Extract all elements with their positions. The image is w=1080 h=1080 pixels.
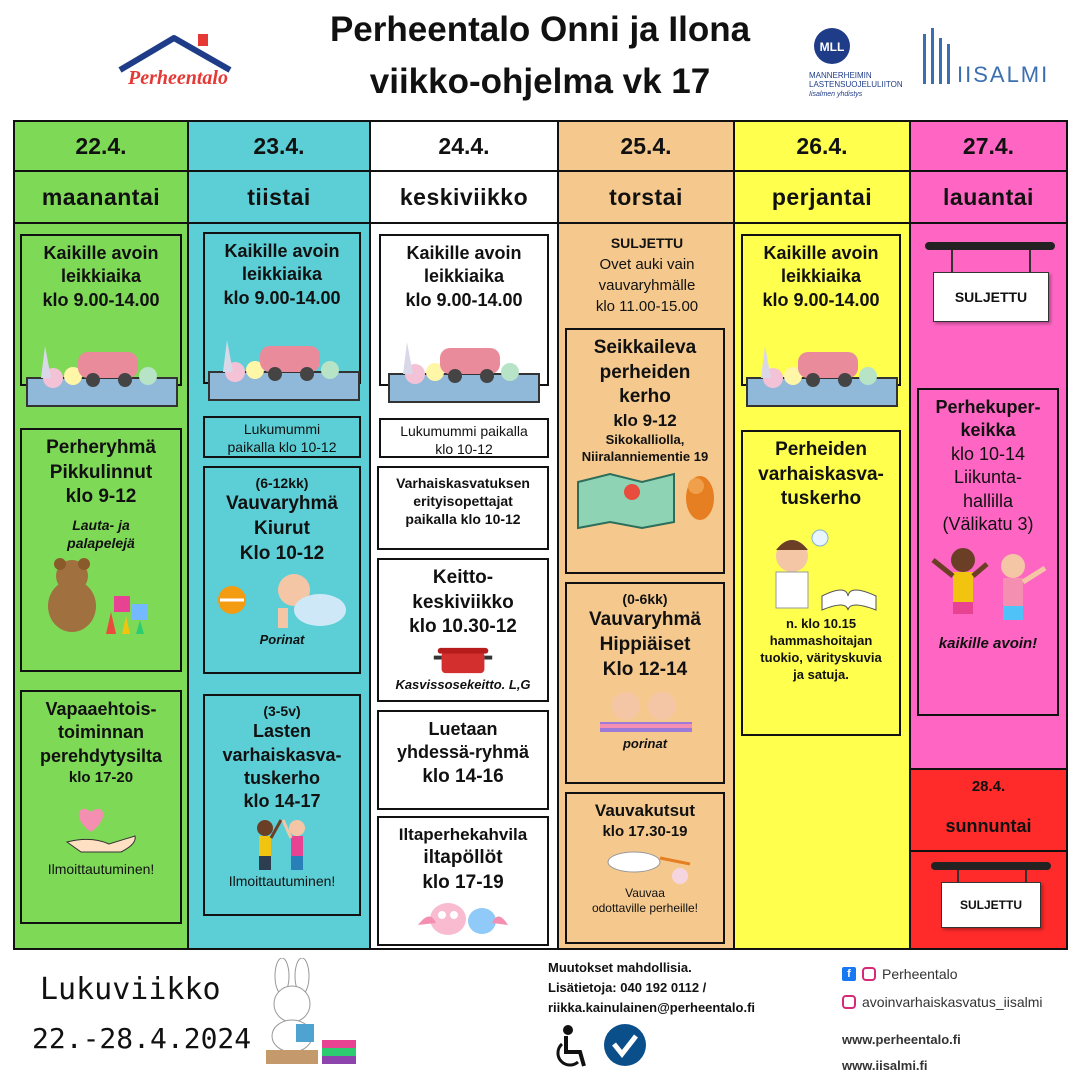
monday-volunteer-evening (20, 690, 182, 924)
saturday-closed-sign: SULJETTU (933, 272, 1049, 322)
wednesday-reading-grandma (379, 418, 549, 458)
column-saturday (911, 122, 1066, 948)
open-play-line1: Kaikille avoin (763, 243, 879, 263)
reading-group-line1: Luetaan (428, 719, 498, 739)
baby-group-time: Klo 10-12 (239, 542, 325, 564)
baby-shower-note2: odottaville perheille! (591, 901, 699, 916)
toy-box-illustration (743, 334, 903, 413)
toy-box-illustration (23, 334, 183, 413)
open-play-line2: leikkiaika (241, 264, 323, 285)
thursday-closed-note1: Ovet auki vain (599, 255, 695, 273)
bunny-reading-icon (252, 958, 362, 1073)
soup-line1: Keitto- (432, 567, 494, 588)
baby-group-note: Porinat (259, 632, 305, 648)
sign-string (951, 250, 953, 272)
family-group-time: klo 9-12 (65, 486, 137, 508)
special-teachers-line1: Varhaiskasvatuksen (396, 475, 530, 491)
volunteer-line2: toiminnan (58, 722, 144, 743)
open-play-line2: leikkiaika (60, 266, 142, 287)
family-group-note2: palapelejä (67, 535, 135, 552)
wednesday-date: 24.4. (371, 122, 557, 172)
baby-shower-time: klo 17.30-19 (602, 823, 688, 841)
dentist-book-icon (756, 526, 886, 616)
thursday-name: torstai (559, 172, 733, 224)
tuesday-reading-grandma (203, 416, 361, 458)
thursday-closed-note2: vauvaryhmälle (598, 276, 696, 294)
friday-club-note1: n. klo 10.15 (785, 616, 857, 632)
tuesday-kids-club (203, 694, 361, 916)
tuesday-date: 23.4. (189, 122, 369, 172)
monday-name: maanantai (15, 172, 187, 224)
soup-line2: keskiviikko (412, 591, 514, 613)
family-gig-place3: (Välikatu 3) (942, 513, 1034, 534)
soup-pot-icon (431, 642, 495, 677)
volunteer-time: klo 17-20 (68, 769, 134, 787)
week-schedule-grid (13, 120, 1068, 950)
kids-club-title1: Lasten (252, 721, 312, 742)
kids-high-five-icon (247, 816, 317, 872)
open-play-line3: klo 9.00-14.00 (762, 289, 880, 310)
social-instagram[interactable] (842, 994, 1043, 1010)
wednesday-evening-cafe (377, 816, 549, 946)
mll-logo (805, 24, 905, 114)
sunday-section (911, 768, 1066, 948)
soup-time: klo 10.30-12 (409, 616, 517, 638)
badge-icon (602, 1022, 648, 1073)
special-teachers-line3: paikalla klo 10-12 (405, 511, 521, 528)
contact-email[interactable]: riikka.kainulainen@perheentalo.fi (548, 1000, 756, 1016)
wednesday-special-teachers (377, 466, 549, 550)
adventure-place2: Niiralanniementie 19 (581, 449, 709, 465)
map-squirrel-icon (570, 468, 720, 530)
thursday-closed-info (559, 234, 735, 317)
friday-date: 26.4. (735, 122, 909, 172)
mll-logo-text3: Iisalmen yhdistys (809, 91, 863, 98)
perheentalo-logo-text: Perheentalo (128, 67, 228, 89)
sunday-name: sunnuntai (945, 816, 1032, 836)
mll-logo-text2: LASTENSUOJELULIITON (809, 80, 903, 89)
website-perheentalo[interactable]: www.perheentalo.fi (842, 1032, 961, 1047)
thursday-closed-title: SULJETTU (610, 235, 684, 251)
wednesday-soup (377, 558, 549, 702)
baby-group-note: porinat (622, 736, 668, 752)
kids-club-title2: varhaiskasva- (222, 744, 342, 765)
thursday-closed-note3: klo 11.00-15.00 (595, 297, 699, 315)
baby-group-title1: Vauvaryhmä (589, 609, 701, 631)
open-play-line1: Kaikille avoin (224, 241, 340, 261)
sunday-closed-sign: SULJETTU (941, 882, 1041, 928)
friday-club-line1: Perheiden (775, 439, 867, 460)
column-monday (15, 122, 189, 948)
baby-group-age: (0-6kk) (622, 591, 668, 607)
reading-week-title: Lukuviikko (40, 972, 221, 1007)
facebook-icon: f (842, 967, 856, 981)
open-play-line2: leikkiaika (423, 266, 505, 287)
friday-club-note3: tuokio, värityskuvia (760, 649, 882, 665)
contact-info (548, 958, 808, 1018)
hanging-sign-bar (931, 862, 1051, 870)
baby-shower-title: Vauvakutsut (594, 801, 696, 820)
kids-club-time: klo 14-17 (243, 791, 321, 812)
website-iisalmi[interactable]: www.iisalmi.fi (842, 1058, 928, 1073)
column-thursday (559, 122, 735, 948)
baby-group-title2: Hippiäiset (599, 633, 691, 655)
open-play-line1: Kaikille avoin (406, 243, 522, 263)
open-play-line3: klo 9.00-14.00 (405, 289, 523, 310)
volunteer-line1: Vapaaehtois- (45, 699, 157, 719)
evening-cafe-line1: Iltaperhekahvila (398, 825, 528, 844)
saturday-family-gig (917, 388, 1059, 716)
family-gig-line1: Perhekuper- (935, 397, 1041, 417)
kids-club-title3: tuskerho (243, 767, 321, 788)
thursday-adventure-club (565, 328, 725, 574)
hanging-sign-bar (925, 242, 1055, 250)
social-facebook[interactable] (842, 966, 958, 982)
friday-club-line2: varhaiskasva- (758, 463, 884, 485)
friday-club-note2: hammashoitajan (769, 632, 873, 648)
open-play-line3: klo 9.00-14.00 (223, 287, 341, 308)
changes-note: Muutokset mahdollisia. (548, 960, 692, 975)
family-gig-note: kaikille avoin! (938, 635, 1038, 653)
social-instagram-label: avoinvarhaiskasvatus_iisalmi (862, 994, 1043, 1010)
reading-group-line2: yhdessä-ryhmä (396, 742, 530, 763)
evening-cafe-time: klo 17-19 (422, 871, 504, 893)
social-facebook-label: Perheentalo (882, 966, 958, 982)
open-play-line2: leikkiaika (780, 266, 862, 287)
babies-icon (590, 684, 700, 736)
tuesday-name: tiistai (189, 172, 369, 224)
sign-string (1029, 250, 1031, 272)
toy-box-illustration (385, 330, 545, 409)
friday-early-education-club (741, 430, 901, 736)
special-teachers-line2: erityisopettajat (413, 493, 513, 510)
baby-group-title2: Kiurut (254, 517, 310, 539)
perheentalo-logo (112, 30, 244, 100)
adventure-line3: kerho (619, 386, 671, 408)
family-group-title1: Perheryhmä (46, 437, 156, 458)
monday-date: 22.4. (15, 122, 187, 172)
column-wednesday (371, 122, 559, 948)
adventure-line1: Seikkaileva (593, 337, 697, 358)
dancing-kids-icon (923, 540, 1053, 634)
reading-group-time: klo 14-16 (422, 765, 504, 787)
stork-icon (590, 842, 700, 886)
adventure-time: klo 9-12 (613, 411, 677, 431)
reading-grandma-line1: Lukumummi (243, 421, 321, 437)
wednesday-reading-group (377, 710, 549, 810)
iisalmi-logo (915, 24, 1065, 104)
family-gig-line2: keikka (960, 420, 1016, 441)
open-play-line1: Kaikille avoin (43, 243, 159, 263)
column-tuesday (189, 122, 371, 948)
baby-group-age: (6-12kk) (255, 475, 309, 491)
mll-logo-text1: MANNERHEIMIN (809, 71, 872, 80)
thursday-baby-group (565, 582, 725, 784)
adventure-place1: Sikokalliolla, (605, 432, 685, 448)
reading-grandma-line2: paikalla klo 10-12 (227, 439, 337, 456)
instagram-icon (842, 995, 856, 1009)
kids-club-age: (3-5v) (263, 703, 301, 719)
teddy-bear-icon (36, 556, 166, 636)
reading-week-dates: 22.-28.4.2024 (32, 1022, 252, 1055)
volunteer-note: Ilmoittautuminen! (47, 860, 155, 877)
contact-phone: Lisätietoja: 040 192 0112 / (548, 980, 707, 996)
reading-grandma-line2: klo 10-12 (435, 441, 493, 458)
reading-grandma-line1: Lukumummi paikalla (400, 423, 528, 439)
thursday-date: 25.4. (559, 122, 733, 172)
accessibility-icon (552, 1024, 592, 1075)
heart-hand-icon (61, 796, 141, 856)
family-gig-place1: Liikunta- (953, 467, 1023, 488)
mll-logo-abbr: MLL (819, 40, 845, 54)
iisalmi-logo-text: IISALMI (957, 62, 1050, 87)
page-subtitle: viikko-ohjelma vk 17 (369, 62, 711, 101)
friday-name: perjantai (735, 172, 909, 224)
wednesday-name: keskiviikko (371, 172, 557, 224)
family-group-title2: Pikkulinnut (49, 461, 153, 483)
tuesday-baby-group (203, 466, 361, 674)
adventure-line2: perheiden (599, 361, 691, 383)
baby-shower-note1: Vauvaa (625, 885, 665, 900)
toy-box-illustration (205, 328, 365, 407)
sunday-date: 28.4. (971, 778, 1006, 795)
friday-club-line3: tuskerho (780, 488, 862, 510)
baby-group-time: Klo 12-14 (602, 658, 688, 680)
family-group-note1: Lauta- ja (72, 517, 130, 534)
kids-club-note: Ilmoittautuminen! (228, 872, 336, 889)
monday-family-group (20, 428, 182, 672)
page-title: Perheentalo Onni ja Ilona (329, 10, 751, 49)
evening-cafe-line2: iltapöllöt (423, 847, 503, 869)
volunteer-line3: perehdytysilta (39, 745, 163, 766)
soup-note: Kasvissosekeitto. L,G (395, 677, 531, 693)
column-friday (735, 122, 911, 948)
saturday-name: lauantai (911, 172, 1066, 224)
open-play-line3: klo 9.00-14.00 (42, 289, 160, 310)
owls-icon (408, 895, 518, 935)
baby-group-title1: Vauvaryhmä (226, 493, 338, 515)
family-gig-time: klo 10-14 (950, 443, 1026, 464)
friday-club-note4: ja satuja. (793, 666, 849, 682)
family-gig-place2: hallilla (962, 490, 1014, 511)
saturday-date: 27.4. (911, 122, 1066, 172)
instagram-icon (862, 967, 876, 981)
crawling-baby-icon (212, 570, 352, 632)
sunday-divider (911, 850, 1066, 852)
thursday-baby-shower (565, 792, 725, 944)
